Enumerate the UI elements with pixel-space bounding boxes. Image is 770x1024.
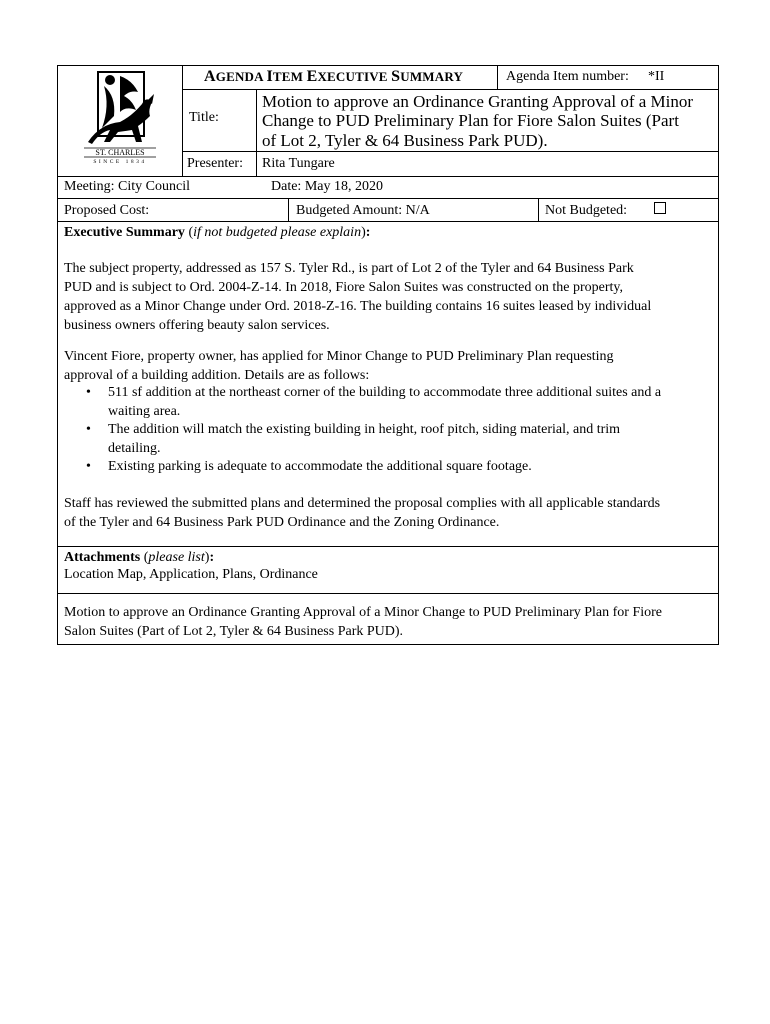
divider-budgeted-amount [288, 198, 289, 221]
presenter-value: Rita Tungare [262, 156, 335, 171]
date-value: May 18, 2020 [304, 179, 383, 194]
budgeted-amount-label: Budgeted Amount: [296, 203, 403, 218]
summary-paragraph-2: Vincent Fiore, property owner, has applied for Minor Change to PUD Preliminary Plan requesting approval of a building addition. Details are as follows: [64, 349, 614, 383]
summary-paragraph-3: Staff has reviewed the submitted plans and determined the proposal complies with all applicable standards of the Tyler and 64 Business Park PUD Ordinance and the Zoning Ordinance. [64, 496, 661, 530]
title-line-2: Change to PUD Preliminary Plan for Fiore Salon Suites (Part [262, 111, 679, 130]
meeting-value: City Council [118, 179, 190, 194]
list-item: • Existing parking is adequate to accommodate the additional square footage. [64, 458, 712, 477]
agenda-item-label: Agenda Item number: [506, 69, 629, 84]
divider-label-column [256, 89, 257, 176]
not-budgeted-checkbox[interactable] [654, 202, 666, 214]
divider-under-cost [57, 221, 719, 222]
divider-under-heading [182, 89, 719, 90]
meeting-label: Meeting: [64, 179, 115, 194]
proposed-cost-label: Proposed Cost: [64, 203, 150, 218]
list-item: • The addition will match the existing building in height, roof pitch, siding material, and trim detailing. [64, 421, 712, 458]
divider-not-budgeted [538, 198, 539, 221]
title-line-1: Motion to approve an Ordinance Granting Approval of a Minor [262, 92, 694, 111]
meeting-field [64, 179, 190, 195]
date-label: Date: [271, 179, 302, 194]
agenda-item-value: *II [648, 69, 665, 84]
budgeted-amount-field [296, 203, 430, 219]
summary-paragraph-1: The subject property, addressed as 157 S. Tyler Rd., is part of Lot 2 of the Tyler and 64 Business Park PUD and is subject to Ord. 2004-Z-14. In 2018, Fiore Salon Suites was constructed on the property, approved as a Minor Change under Ord. 2018-Z-16. The building contains 16 suites leased by individual business owners offering beauty salon services. [64, 261, 652, 333]
presenter-label: Presenter: [187, 156, 243, 171]
executive-summary-heading: Executive Summary (if not budgeted please explain): [64, 225, 371, 240]
motion-text: Motion to approve an Ordinance Granting Approval of a Minor Change to PUD Preliminary Plan for Fiore Salon Suites (Part of Lot 2, Tyler & 64 Business Park PUD). [64, 605, 662, 639]
not-budgeted-label: Not Budgeted: [545, 203, 628, 218]
logo-since: SINCE 1834 [93, 159, 147, 164]
list-item: • 511 sf addition at the northeast corner of the building to accommodate three additional suites and a waiting area. [64, 384, 712, 421]
divider-under-presenter [57, 176, 719, 177]
budgeted-amount-value: N/A [405, 203, 430, 218]
logo-org-name: ST. CHARLES [95, 148, 145, 157]
divider-agenda-number [497, 65, 498, 89]
attachments-value: Location Map, Application, Plans, Ordinance [64, 567, 318, 582]
st-charles-logo [80, 66, 160, 164]
divider-under-title [182, 151, 719, 152]
divider-under-meeting [57, 198, 719, 199]
date-field [271, 179, 383, 195]
details-list [64, 384, 712, 477]
divider-logo-column [182, 65, 183, 176]
divider-under-attachments [57, 593, 719, 594]
title-line-3: of Lot 2, Tyler & 64 Business Park PUD). [262, 131, 548, 150]
divider-under-summary [57, 546, 719, 547]
logo-emblem-icon [88, 72, 154, 144]
title-label: Title: [189, 110, 219, 125]
summary-heading: AGENDA ITEM EXECUTIVE SUMMARY [204, 68, 464, 85]
attachments-heading: Attachments (please list): [64, 550, 215, 565]
